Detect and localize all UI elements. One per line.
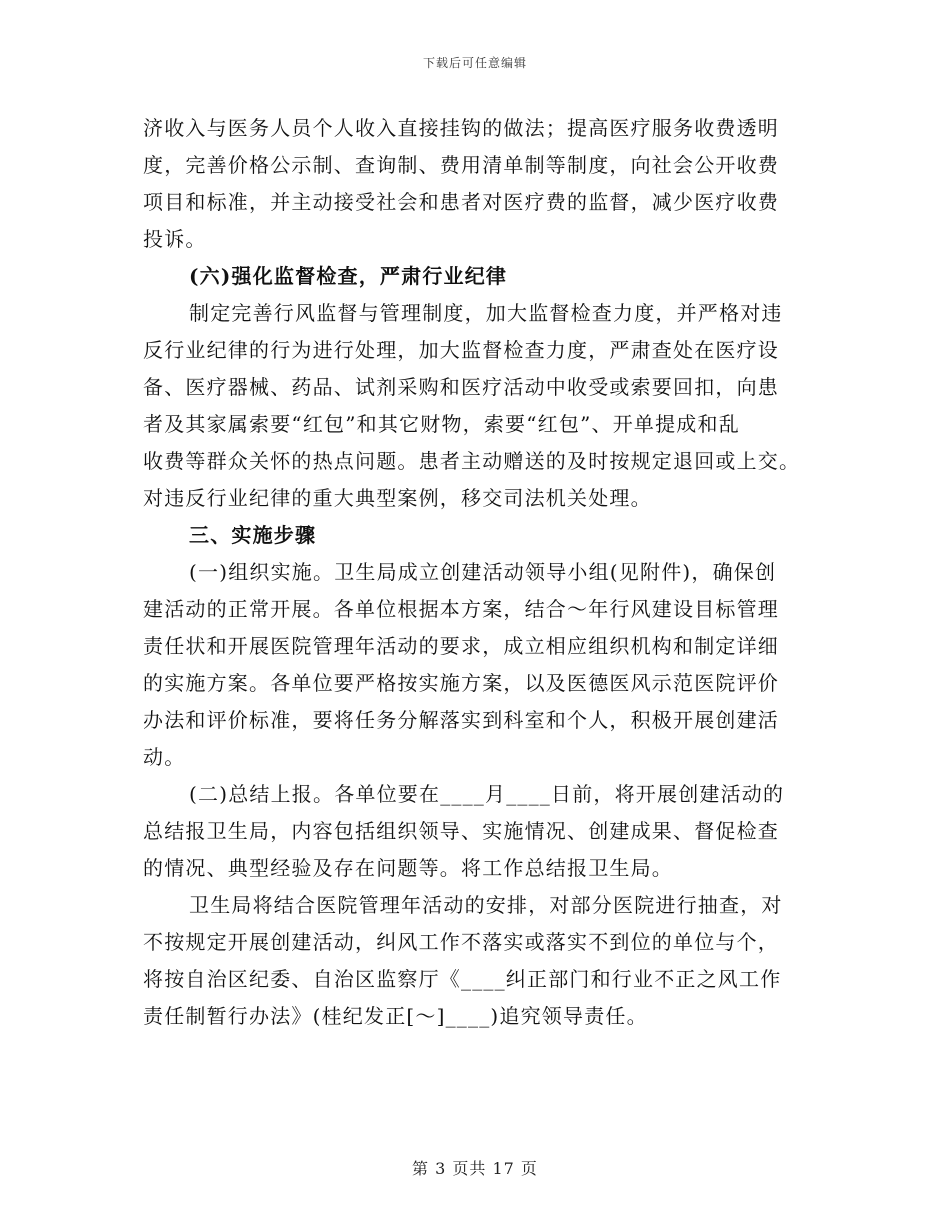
- text-line: (二)总结上报。各单位要在____月____日前，将开展创建活动的: [189, 782, 785, 806]
- text-line: 项目和标准，并主动接受社会和患者对医疗费的监督，减少医疗收费: [143, 190, 779, 214]
- text-line: 不按规定开展创建活动，纠风工作不落实或落实不到位的单位与个，: [143, 930, 779, 954]
- text-line: 备、医疗器械、药品、试剂采购和医疗活动中收受或索要回扣，向患: [143, 375, 779, 399]
- text-line: (一)组织实施。卫生局成立创建活动领导小组(见附件)，确保创: [189, 560, 777, 584]
- text-line: 度，完善价格公示制、查询制、费用清单制等制度，向社会公开收费: [143, 153, 779, 177]
- text-line: 对违反行业纪律的重大典型案例，移交司法机关处理。: [143, 486, 652, 510]
- text-line: 济收入与医务人员个人收入直接挂钩的做法；提高医疗服务收费透明: [143, 116, 779, 140]
- page-footer: 第 3 页共 17 页: [412, 1159, 538, 1178]
- text-line: 卫生局将结合医院管理年活动的安排，对部分医院进行抽查，对: [189, 893, 783, 917]
- text-line: 的情况、典型经验及存在问题等。将工作总结报卫生局。: [143, 856, 673, 880]
- text-line: 动。: [143, 745, 186, 769]
- text-line: 责任状和开展医院管理年活动的要求，成立相应组织机构和制定详细: [143, 634, 779, 658]
- text-line: 建活动的正常开展。各单位根据本方案，结合～年行风建设目标管理: [143, 597, 779, 621]
- text-line: 投诉。: [143, 227, 207, 251]
- text-line: 总结报卫生局，内容包括组织领导、实施情况、创建成果、督促检查: [143, 819, 779, 843]
- text-line: 反行业纪律的行为进行处理，加大监督检查力度，严肃查处在医疗设: [143, 338, 779, 362]
- section-heading-line: (六)强化监督检查，严肃行业纪律: [189, 264, 508, 288]
- text-line: 制定完善行风监督与管理制度，加大监督检查力度，并严格对违: [189, 301, 783, 325]
- header-note: 下载后可任意编辑: [422, 56, 527, 70]
- text-line: 责任制暂行办法》(桂纪发正[～]____)追究领导责任。: [143, 1004, 648, 1028]
- text-line: 办法和评价标准，要将任务分解落实到科室和个人，积极开展创建活: [143, 708, 779, 732]
- text-line: 的实施方案。各单位要严格按实施方案，以及医德医风示范医院评价: [143, 671, 779, 695]
- section-heading-line: 三、实施步骤: [189, 523, 317, 547]
- text-line: 将按自治区纪委、自治区监察厅《____纠正部门和行业不正之风工作: [143, 967, 782, 991]
- text-line: 收费等群众关怀的热点问题。患者主动赠送的及时按规定退回或上交。: [143, 449, 801, 473]
- text-line: 者及其家属索要“红包”和其它财物，索要“红包”、开单提成和乱: [143, 412, 740, 436]
- document-body: [143, 110, 805, 1035]
